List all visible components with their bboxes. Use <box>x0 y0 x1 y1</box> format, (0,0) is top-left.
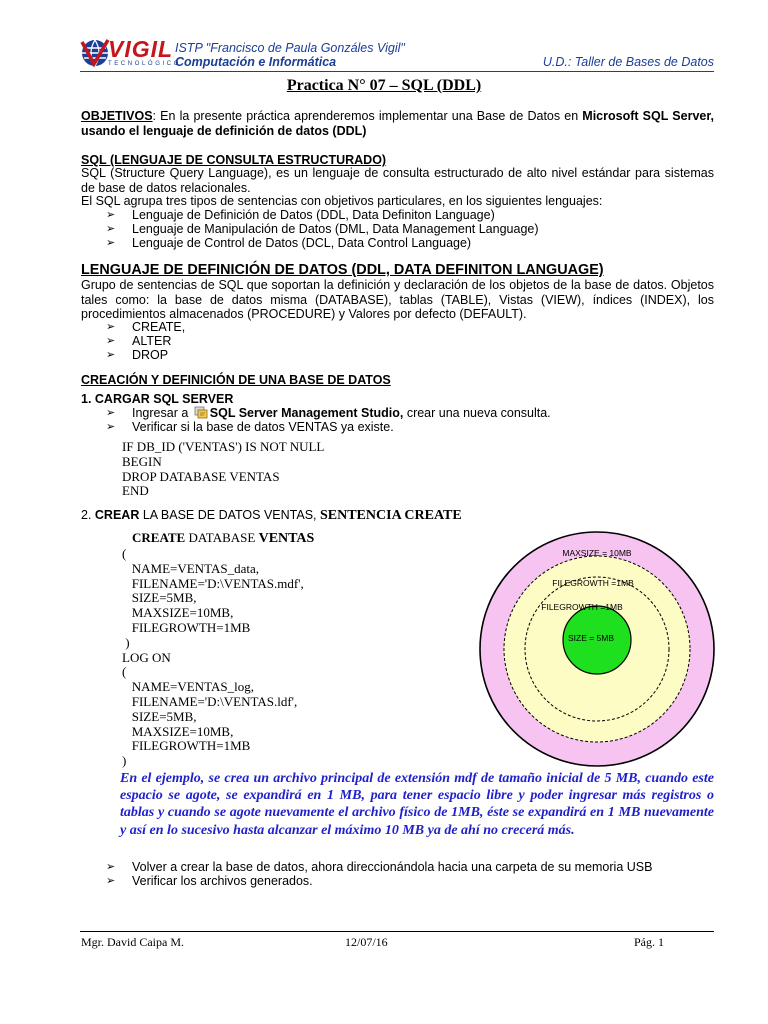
filegrowth-label-outer: FILEGROWTH =1MB <box>552 578 634 588</box>
sql-heading: SQL (LENGUAJE DE CONSULTA ESTRUCTURADO) <box>81 153 387 167</box>
list-item: ➢ Volver a crear la base de datos, ahora direccionándola hacia una carpeta de su memoria USB <box>106 860 714 874</box>
drop-database-code: IF DB_ID ('VENTAS') IS NOT NULL BEGIN DROP DATABASE VENTAS END <box>122 439 325 499</box>
institution-name: ISTP "Francisco de Paula Gonzáles Vigil" <box>175 41 405 55</box>
final-steps-list <box>106 860 714 888</box>
step-1-list <box>106 406 706 434</box>
vigil-logo <box>80 36 181 72</box>
example-explanation: En el ejemplo, se crea un archivo principal de extensión mdf de tamaño inicial de 5 MB, cuando este espacio se agote, se expandirá en 1 MB, para tener espacio libre y poder ingresar más registros o tablas y cuando se agote nuevamente el archivo físico de 1MB, éste se expandirá en 1 MB nuevamente y así en lo sucesivo hasta alcanzar el máximo 10 MB ya de ahí no crecerá más. <box>120 771 714 838</box>
list-item: ➢ Lenguaje de Manipulación de Datos (DML, Data Management Language) <box>106 222 539 236</box>
sql-language-list <box>106 208 539 251</box>
create-heading: CREACIÓN Y DEFINICIÓN DE UNA BASE DE DATOS <box>81 373 391 387</box>
footer-page-number: Pág. 1 <box>634 935 664 949</box>
sql-paragraph-2: El SQL agrupa tres tipos de sentencias con objetivos particulares, en los siguientes lenguajes: <box>81 194 603 208</box>
create-database-code: ( NAME=VENTAS_data, FILENAME='D:\VENTAS.mdf', SIZE=5MB, MAXSIZE=10MB, FILEGROWTH=1MB ) LOG ON ( NAME=VENTAS_log, FILENAME='D:\VENTAS.ldf', SIZE=5MB, MAXSIZE=10MB, FILEGROWTH=1MB ) <box>122 546 304 769</box>
department-name: Computación e Informática <box>175 55 337 69</box>
list-item: ➢ CREATE, <box>106 320 185 334</box>
footer-date: 12/07/16 <box>345 935 388 949</box>
step-1-label: 1. CARGAR SQL SERVER <box>81 392 234 406</box>
footer-author: Mgr. David Caipa M. <box>81 935 184 949</box>
list-item: ➢ Lenguaje de Definición de Datos (DDL, Data Definiton Language) <box>106 208 539 222</box>
list-item: ➢ DROP <box>106 348 185 362</box>
ddl-command-list <box>106 320 185 363</box>
list-item: ➢ Lenguaje de Control de Datos (DCL, Data Control Language) <box>106 236 539 250</box>
list-item: ➢ Ingresar a SQL Server Management Studio, crear una nueva consulta. <box>106 406 706 420</box>
globe-logo-icon <box>80 38 110 68</box>
objectives-paragraph: OBJETIVOS: En la presente práctica aprenderemos implementar una Base de Datos en Microsoft SQL Server, usando el lenguaje de definición de datos (DDL) <box>81 109 714 138</box>
maxsize-label: MAXSIZE = 10MB <box>562 548 632 558</box>
list-item: ➢ ALTER <box>106 334 185 348</box>
ddl-paragraph: Grupo de sentencias de SQL que soportan la definición y declaración de los objetos de la base de datos. Objetos tales como: la base de datos misma (DATABASE), tablas (TABLE), Vistas (VIEW), índices (INDEX), los procedimientos almacenados (PROCEDURE) y Valores por defecto (DEFAULT). <box>81 278 714 321</box>
step-2-label: 2. CREAR LA BASE DE DATOS VENTAS, SENTENCIA CREATE <box>81 508 462 523</box>
footer-divider <box>80 931 714 932</box>
ssms-icon <box>194 406 208 419</box>
filegrowth-label-inner: FILEGROWTH =1MB <box>541 602 623 612</box>
list-item: ➢ Verificar los archivos generados. <box>106 874 714 888</box>
logo-subtext: TECNOLÓGICO <box>108 61 181 67</box>
course-name: U.D.: Taller de Bases de Datos <box>542 55 714 69</box>
size-label: SIZE = 5MB <box>567 633 615 643</box>
list-item: ➢ Verificar si la base de datos VENTAS ya existe. <box>106 420 706 434</box>
ddl-heading: LENGUAJE DE DEFINICIÓN DE DATOS (DDL, DATA DEFINITON LANGUAGE) <box>81 262 604 278</box>
header-divider <box>80 71 714 72</box>
create-database-header: CREATE DATABASE VENTAS <box>132 530 315 546</box>
page-title: Practica N° 07 – SQL (DDL) <box>286 77 482 94</box>
sql-paragraph-1: SQL (Structure Query Language), es un lenguaje de consulta estructurado de alto nivel estándar para sistemas de base de datos relacionales. <box>81 166 714 195</box>
logo-wordmark: VIGIL <box>108 36 174 62</box>
filegrowth-diagram <box>478 530 716 768</box>
